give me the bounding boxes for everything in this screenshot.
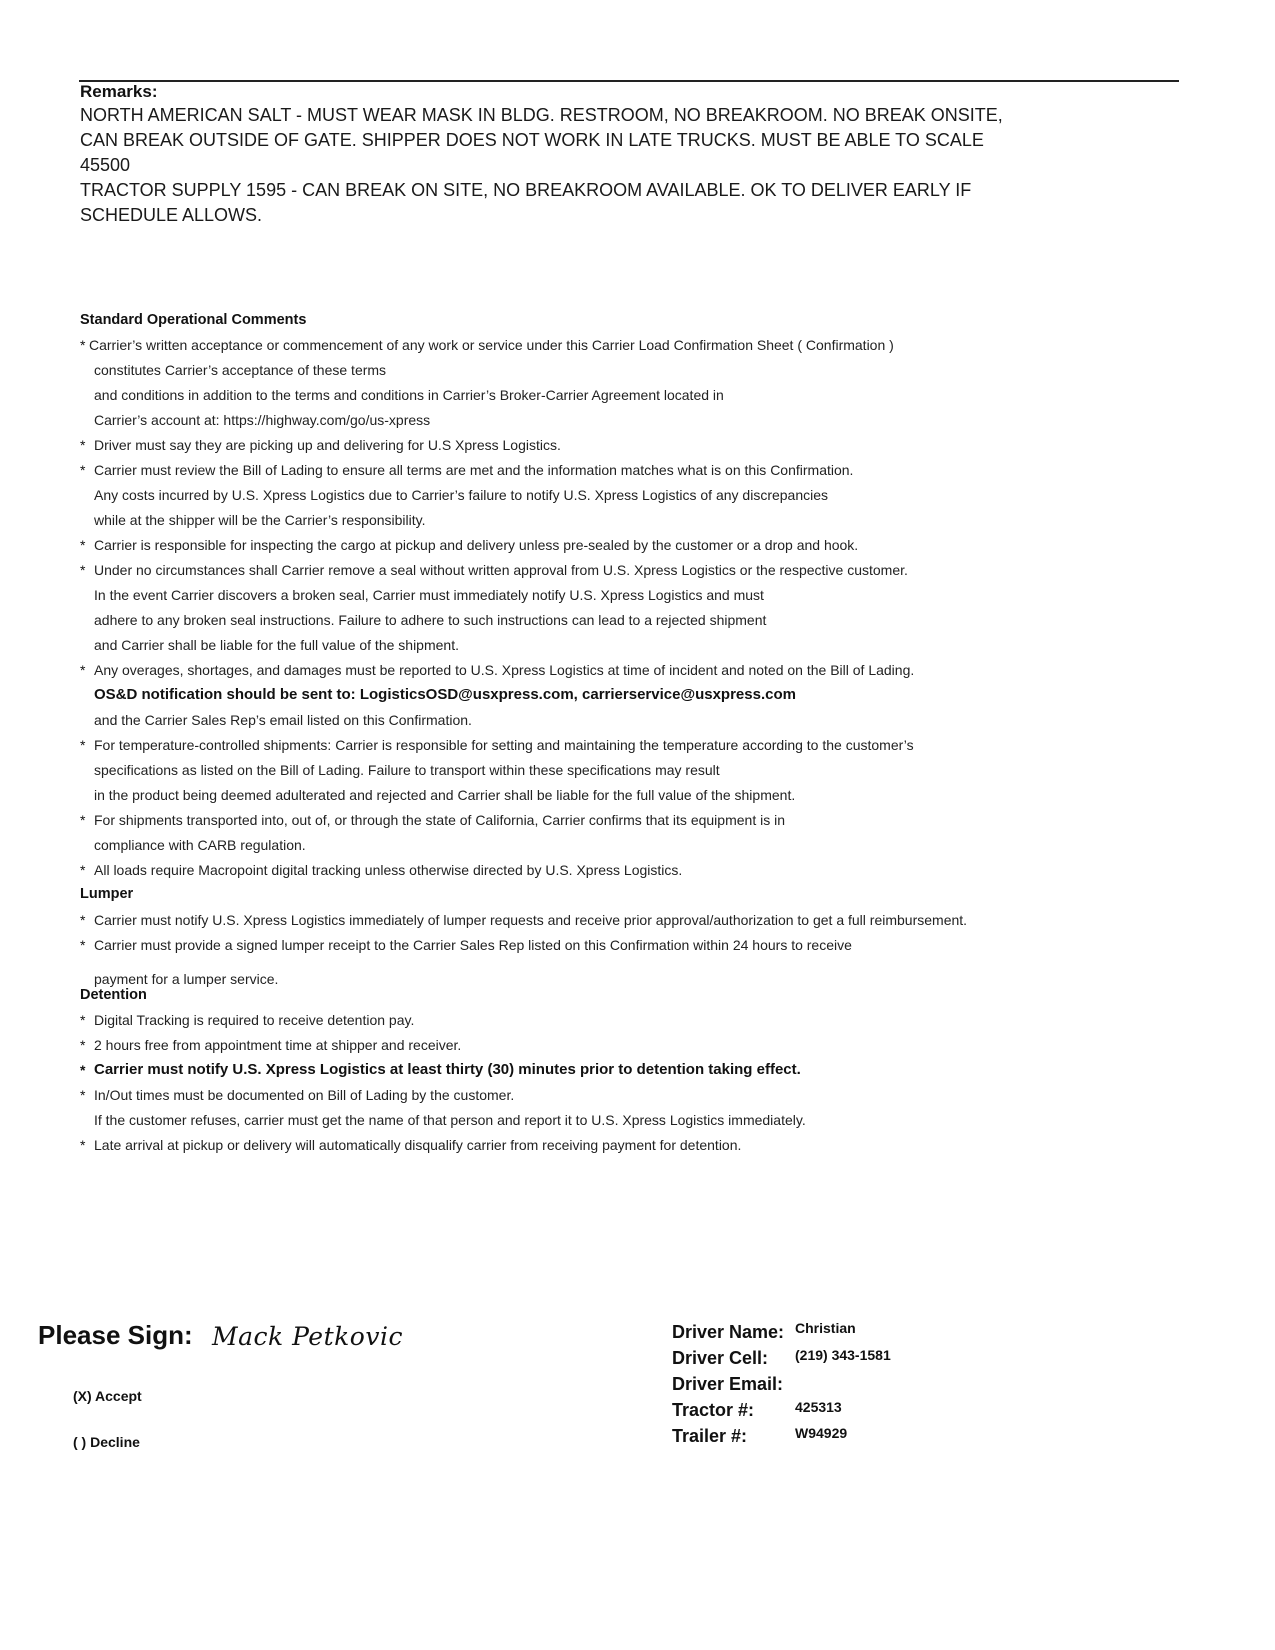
comment-line: Carrier must review the Bill of Lading to ensure all terms are met and the information matches what is on this Confirmation. — [94, 462, 854, 478]
comment-line: Any costs incurred by U.S. Xpress Logistics due to Carrier’s failure to notify U.S. Xpress Logistics of any discrepancies — [94, 487, 829, 503]
trailer-value: W94929 — [795, 1425, 848, 1441]
remarks-line: NORTH AMERICAN SALT - MUST WEAR MASK IN BLDG. RESTROOM, NO BREAKROOM. NO BREAK ONSITE, — [80, 105, 1003, 125]
bullet-marker: * — [80, 937, 86, 953]
lumper-line: Carrier must provide a signed lumper receipt to the Carrier Sales Rep listed on this Confirmation within 24 hours to receive — [94, 937, 852, 953]
comment-line: Any overages, shortages, and damages must be reported to U.S. Xpress Logistics at time of incident and noted on the Bill of Lading. — [94, 662, 915, 678]
comment-line: All loads require Macropoint digital tracking unless otherwise directed by U.S. Xpress Logistics. — [94, 862, 683, 878]
osd-notification-line: OS&D notification should be sent to: LogisticsOSD@usxpress.com, carrierservice@usxpress.com — [94, 686, 796, 703]
comment-line: Carrier’s written acceptance or commencement of any work or service under this Carrier Load Confirmation Sheet ( Confirmation ) — [89, 337, 894, 353]
tractor-value: 425313 — [795, 1399, 842, 1415]
bullet-marker: * — [80, 737, 86, 753]
comment-line: constitutes Carrier’s acceptance of these terms — [94, 362, 387, 378]
comment-line: and conditions in addition to the terms and conditions in Carrier’s Broker-Carrier Agreement located in — [94, 387, 724, 403]
bullet-marker: * — [80, 562, 86, 578]
detention-line: Late arrival at pickup or delivery will automatically disqualify carrier from receiving payment for detention. — [94, 1137, 742, 1153]
bullet-marker: * — [80, 862, 86, 878]
remarks-line: CAN BREAK OUTSIDE OF GATE. SHIPPER DOES NOT WORK IN LATE TRUCKS. MUST BE ABLE TO SCALE — [80, 130, 984, 150]
bullet-marker: * — [80, 537, 86, 553]
trailer-label: Trailer #: — [672, 1426, 748, 1446]
remarks-rule — [79, 80, 1179, 82]
remarks-line: TRACTOR SUPPLY 1595 - CAN BREAK ON SITE, NO BREAKROOM AVAILABLE. OK TO DELIVER EARLY IF — [80, 180, 972, 200]
comment-line: while at the shipper will be the Carrier’s responsibility. — [94, 512, 426, 528]
bullet-marker: * — [80, 1062, 86, 1078]
comment-line: Carrier is responsible for inspecting the cargo at pickup and delivery unless pre-sealed by the customer or a drop and hook. — [94, 537, 859, 553]
bullet-marker: * — [80, 812, 86, 828]
comment-line: in the product being deemed adulterated and rejected and Carrier shall be liable for the full value of the shipment. — [94, 787, 796, 803]
comment-line: Driver must say they are picking up and delivering for U.S Xpress Logistics. — [94, 437, 561, 453]
decline-option: ( ) Decline — [73, 1434, 140, 1450]
comment-line: In the event Carrier discovers a broken seal, Carrier must immediately notify U.S. Xpress Logistics and must — [94, 587, 764, 603]
driver-email-label: Driver Email: — [672, 1374, 784, 1394]
comment-line: and the Carrier Sales Rep’s email listed on this Confirmation. — [94, 712, 472, 728]
detention-line: If the customer refuses, carrier must get the name of that person and report it to U.S. Xpress Logistics immediately. — [94, 1112, 806, 1128]
tractor-label: Tractor #: — [672, 1400, 755, 1420]
driver-cell-value: (219) 343-1581 — [795, 1347, 891, 1363]
bullet-marker: * — [80, 337, 86, 353]
remarks-line: 45500 — [80, 155, 131, 175]
detention-notify-line: Carrier must notify U.S. Xpress Logistics at least thirty (30) minutes prior to detention taking effect. — [94, 1061, 801, 1078]
driver-cell-label: Driver Cell: — [672, 1348, 769, 1368]
signature: Mack Petkovic — [212, 1322, 403, 1351]
driver-name-label: Driver Name: — [672, 1322, 785, 1342]
please-sign-label: Please Sign: — [38, 1320, 193, 1350]
comment-line: For temperature-controlled shipments: Carrier is responsible for setting and maintaining the temperature according to the customer’s — [94, 737, 914, 753]
lumper-line: Carrier must notify U.S. Xpress Logistics immediately of lumper requests and receive prior approval/authorization to get a full reimbursement. — [94, 912, 968, 928]
bullet-marker: * — [80, 1087, 86, 1103]
comment-line: Carrier’s account at: https://highway.com/go/us-xpress — [94, 412, 431, 428]
remarks-line: SCHEDULE ALLOWS. — [80, 205, 263, 225]
driver-name-value: Christian — [795, 1320, 856, 1336]
lumper-line: payment for a lumper service. — [94, 971, 279, 987]
comment-line: compliance with CARB regulation. — [94, 837, 306, 853]
detention-line: In/Out times must be documented on Bill of Lading by the customer. — [94, 1087, 515, 1103]
comment-line: For shipments transported into, out of, or through the state of California, Carrier confirms that its equipment is in — [94, 812, 785, 828]
detention-line: 2 hours free from appointment time at shipper and receiver. — [94, 1037, 462, 1053]
bullet-marker: * — [80, 462, 86, 478]
accept-option: (X) Accept — [73, 1388, 142, 1404]
comment-line: and Carrier shall be liable for the full value of the shipment. — [94, 637, 459, 653]
remarks-title: Remarks: — [80, 82, 158, 101]
comment-line: specifications as listed on the Bill of Lading. Failure to transport within these specifications may result — [94, 762, 720, 778]
bullet-marker: * — [80, 1037, 86, 1053]
lumper-title: Lumper — [80, 886, 134, 902]
detention-title: Detention — [80, 987, 147, 1003]
detention-line: Digital Tracking is required to receive detention pay. — [94, 1012, 415, 1028]
comment-line: Under no circumstances shall Carrier remove a seal without written approval from U.S. Xpress Logistics or the respective customer. — [94, 562, 908, 578]
bullet-marker: * — [80, 437, 86, 453]
bullet-marker: * — [80, 1137, 86, 1153]
bullet-marker: * — [80, 662, 86, 678]
bullet-marker: * — [80, 912, 86, 928]
comment-line: adhere to any broken seal instructions. Failure to adhere to such instructions can lead to a rejected shipment — [94, 612, 767, 628]
bullet-marker: * — [80, 1012, 86, 1028]
standard-comments-title: Standard Operational Comments — [80, 312, 307, 328]
